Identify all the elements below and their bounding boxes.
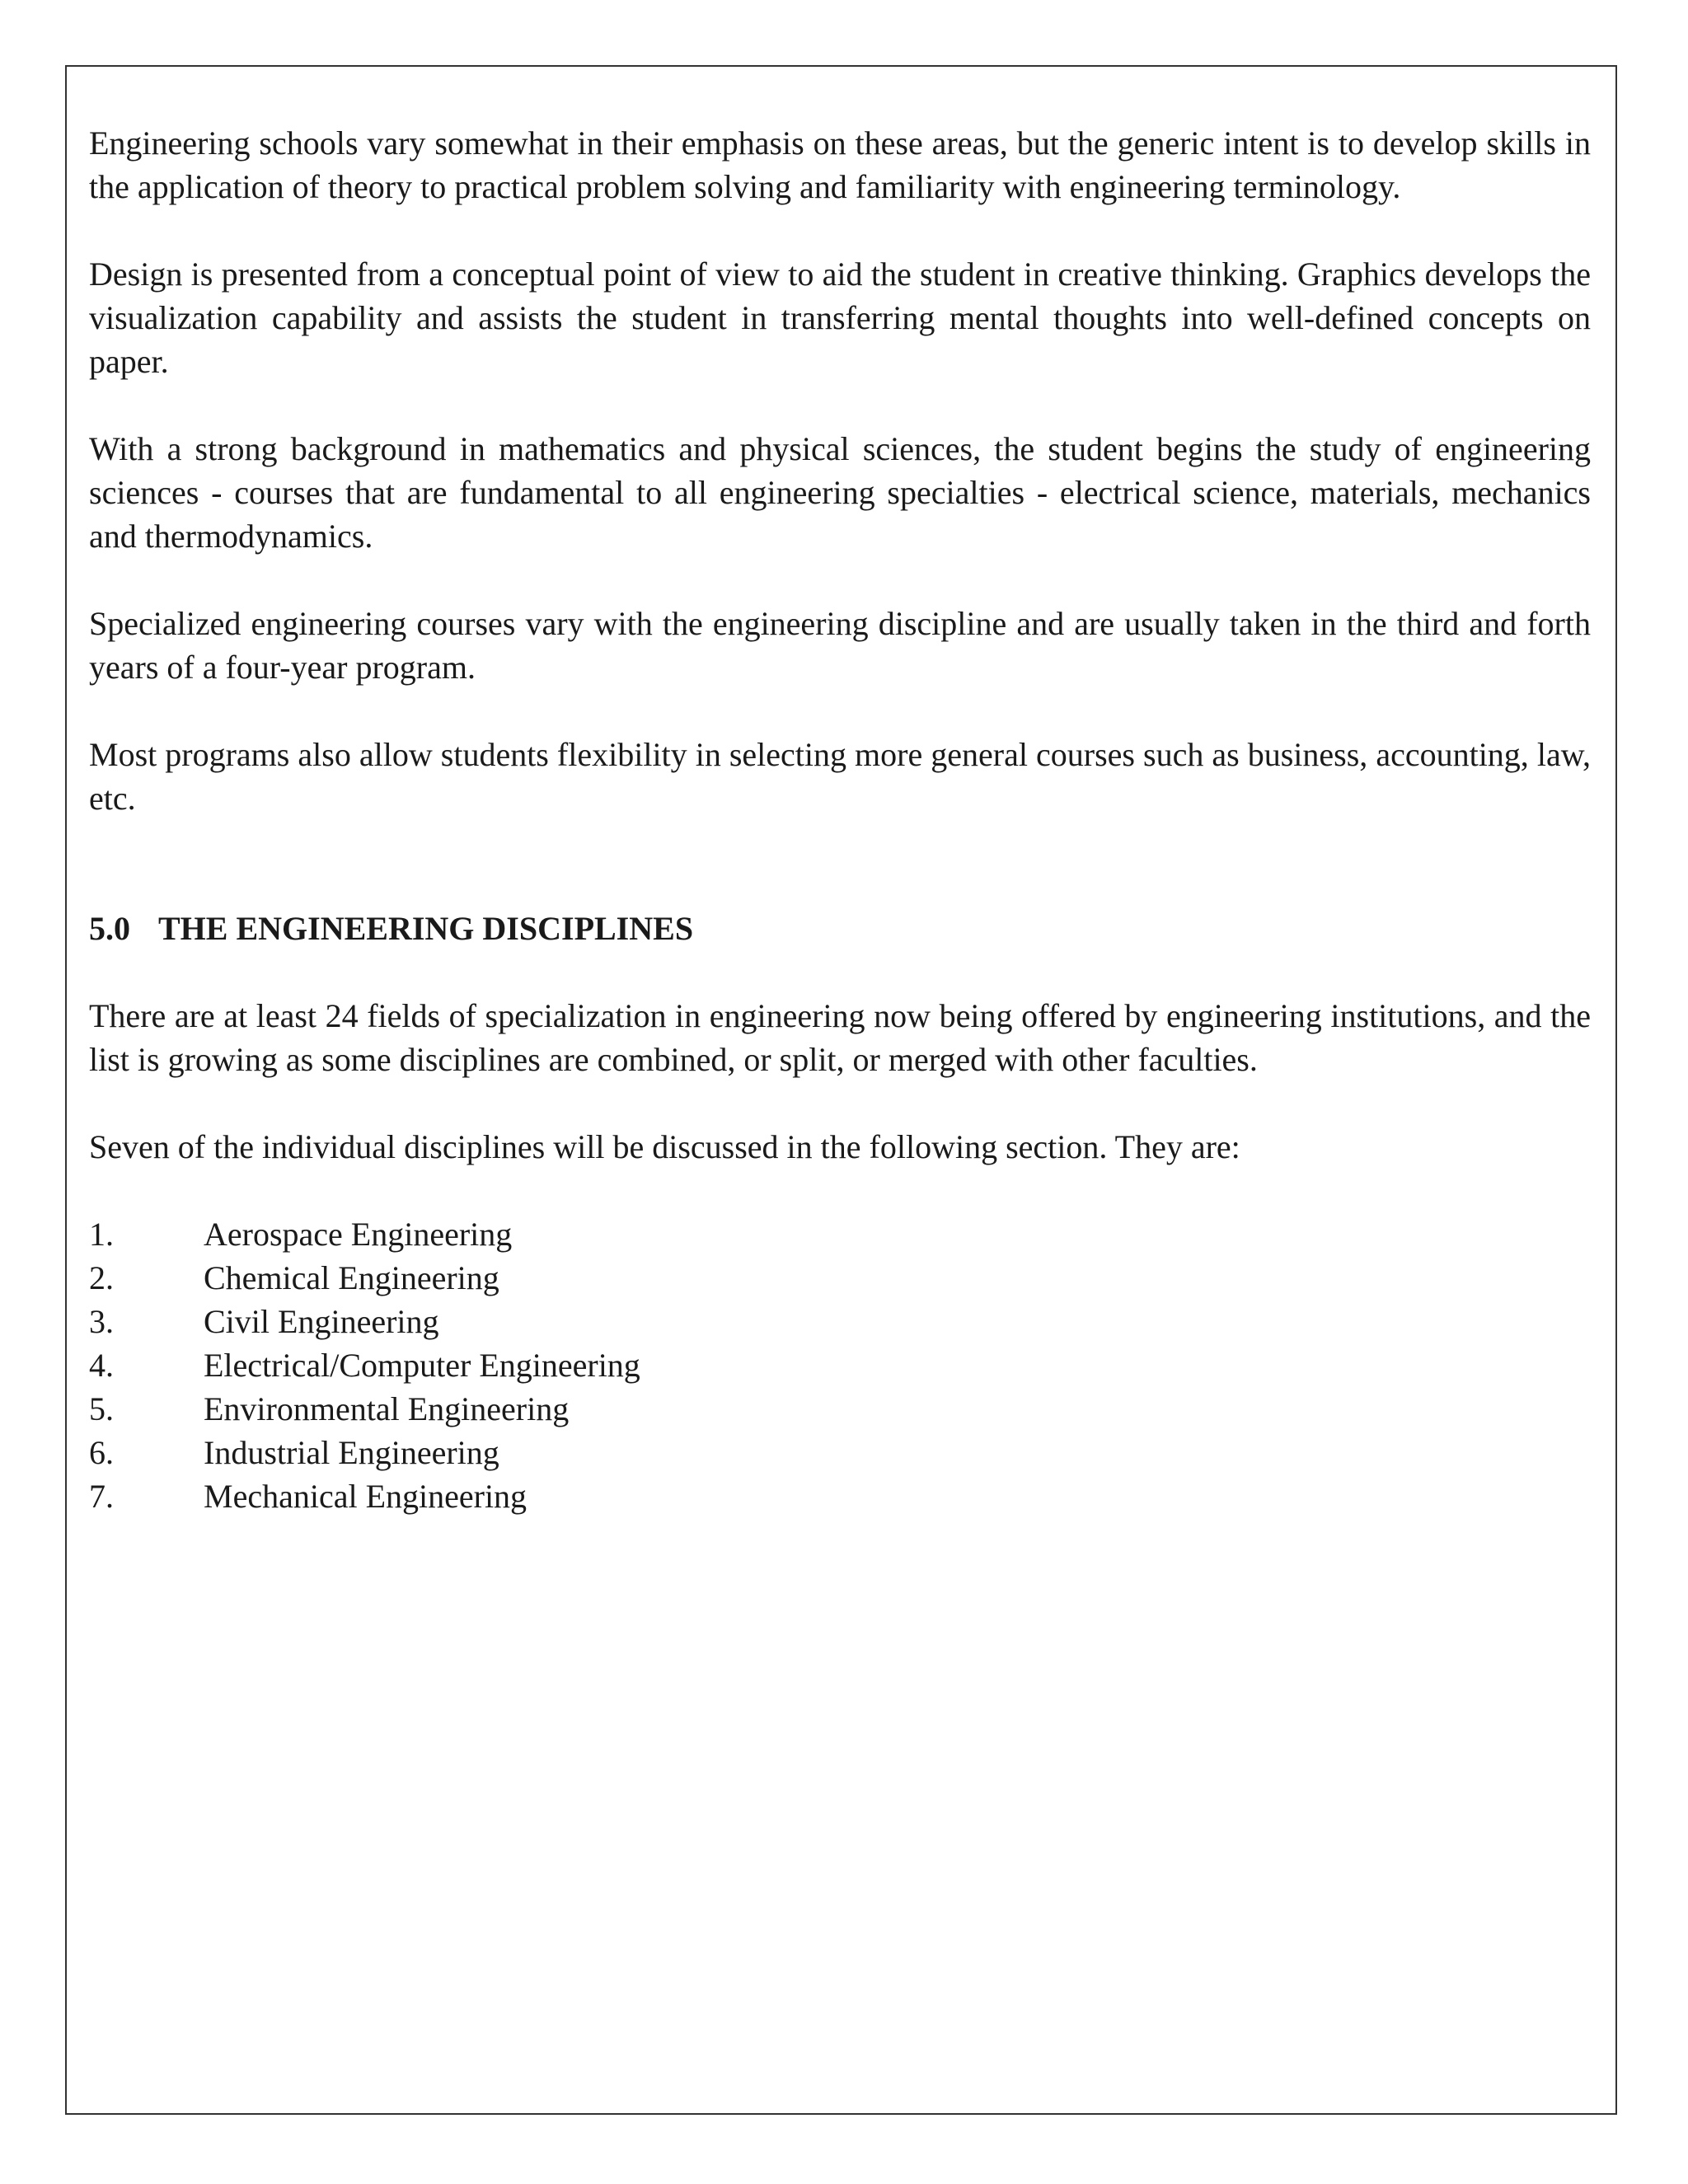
list-item-name: Civil Engineering [204, 1303, 439, 1340]
list-item-number: 3. [89, 1303, 114, 1340]
page-frame [65, 65, 1617, 2115]
list-item [89, 1256, 1591, 1300]
list-item-number: 1. [89, 1216, 114, 1253]
paragraph-fields: There are at least 24 fields of specialization in engineering now being offered by engineering institutions, and the list is growing as some disciplines are combined, or split, or merged with other faculties. [89, 997, 1591, 1078]
list-item-name: Mechanical Engineering [204, 1478, 528, 1515]
document-body [89, 121, 1591, 1518]
list-item-name: Environmental Engineering [204, 1390, 570, 1427]
list-item-number: 2. [89, 1259, 114, 1296]
paragraph-specialized: Specialized engineering courses vary with the engineering discipline and are usually taken in the third and forth years of a four-year program. [89, 605, 1591, 686]
list-item [89, 1474, 1591, 1518]
list-item-number: 6. [89, 1434, 114, 1471]
list-item [89, 1387, 1591, 1431]
paragraph-design: Design is presented from a conceptual point of view to aid the student in creative thinking. Graphics develops the visualization capability and assists the student in transferring mental thoughts into well-defined concepts on paper. [89, 255, 1591, 380]
paragraph-flexibility: Most programs also allow students flexibility in selecting more general courses such as business, accounting, law, etc. [89, 736, 1591, 817]
paragraph-sciences: With a strong background in mathematics and physical sciences, the student begins the study of engineering sciences - courses that are fundamental to all engineering specialties - electrical science, materials, mechanics and thermodynamics. [89, 430, 1591, 555]
list-item [89, 1343, 1591, 1387]
list-item [89, 1212, 1591, 1256]
list-item-name: Industrial Engineering [204, 1434, 499, 1471]
list-item-name: Aerospace Engineering [204, 1216, 513, 1253]
paragraph-seven: Seven of the individual disciplines will be discussed in the following section. They are: [89, 1128, 1240, 1165]
list-item [89, 1431, 1591, 1474]
section-heading [89, 907, 1591, 950]
list-item-name: Chemical Engineering [204, 1259, 499, 1296]
discipline-list [89, 1212, 1591, 1518]
section-number: 5.0 [89, 910, 130, 947]
section-title: THE ENGINEERING DISCIPLINES [158, 910, 694, 947]
list-item-number: 5. [89, 1390, 114, 1427]
list-item-number: 7. [89, 1478, 114, 1515]
list-item-name: Electrical/Computer Engineering [204, 1347, 640, 1384]
list-item-number: 4. [89, 1347, 114, 1384]
list-item [89, 1300, 1591, 1343]
paragraph-emphasis: Engineering schools vary somewhat in their emphasis on these areas, but the generic intent is to develop skills in the application of theory to practical problem solving and familiarity with engineering terminology. [89, 124, 1591, 205]
